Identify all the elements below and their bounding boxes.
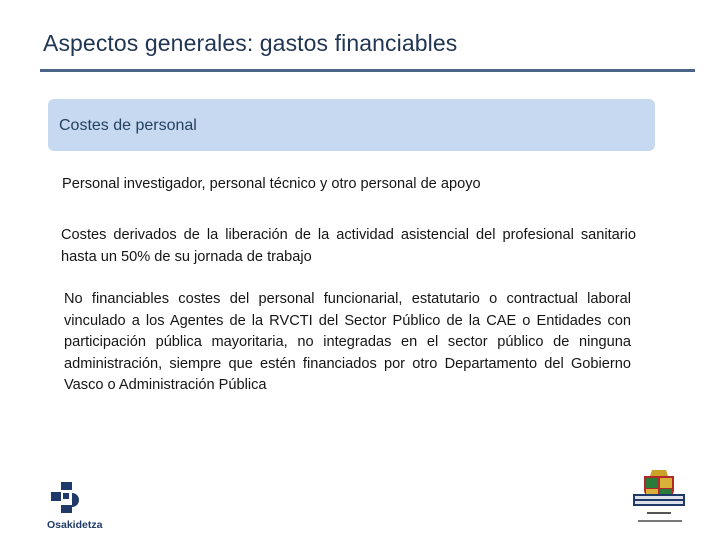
page-title: Aspectos generales: gastos financiables xyxy=(43,30,458,56)
section-header-box xyxy=(48,99,655,151)
section-label: Costes de personal xyxy=(59,117,197,134)
osakidetza-logo xyxy=(46,481,108,533)
title-divider xyxy=(40,69,695,72)
gobierno-vasco-logo xyxy=(630,468,688,530)
paragraph-personal: Personal investigador, personal técnico y otro personal de apoyo xyxy=(62,176,481,192)
osakidetza-wordmark: Osakidetza xyxy=(47,519,103,531)
osakidetza-cross-icon xyxy=(48,481,88,515)
paragraph-no-financiables: No financiables costes del personal funcionarial, estatutario o contractual laboral vinculado a los Agentes de la RVCTI del Sector Público de la CAE o Entidades con participación pública mayoritaria, no integradas en el sector público de ninguna administración, siempre que estén financiados por otro Departamento del Gobierno Vasco o Administración Pública xyxy=(64,291,631,393)
coat-of-arms-icon xyxy=(630,468,688,530)
paragraph-costes-derivados: Costes derivados de la liberación de la actividad asistencial del profesional sanitario hasta un 50% de su jornada de trabajo xyxy=(61,227,636,265)
